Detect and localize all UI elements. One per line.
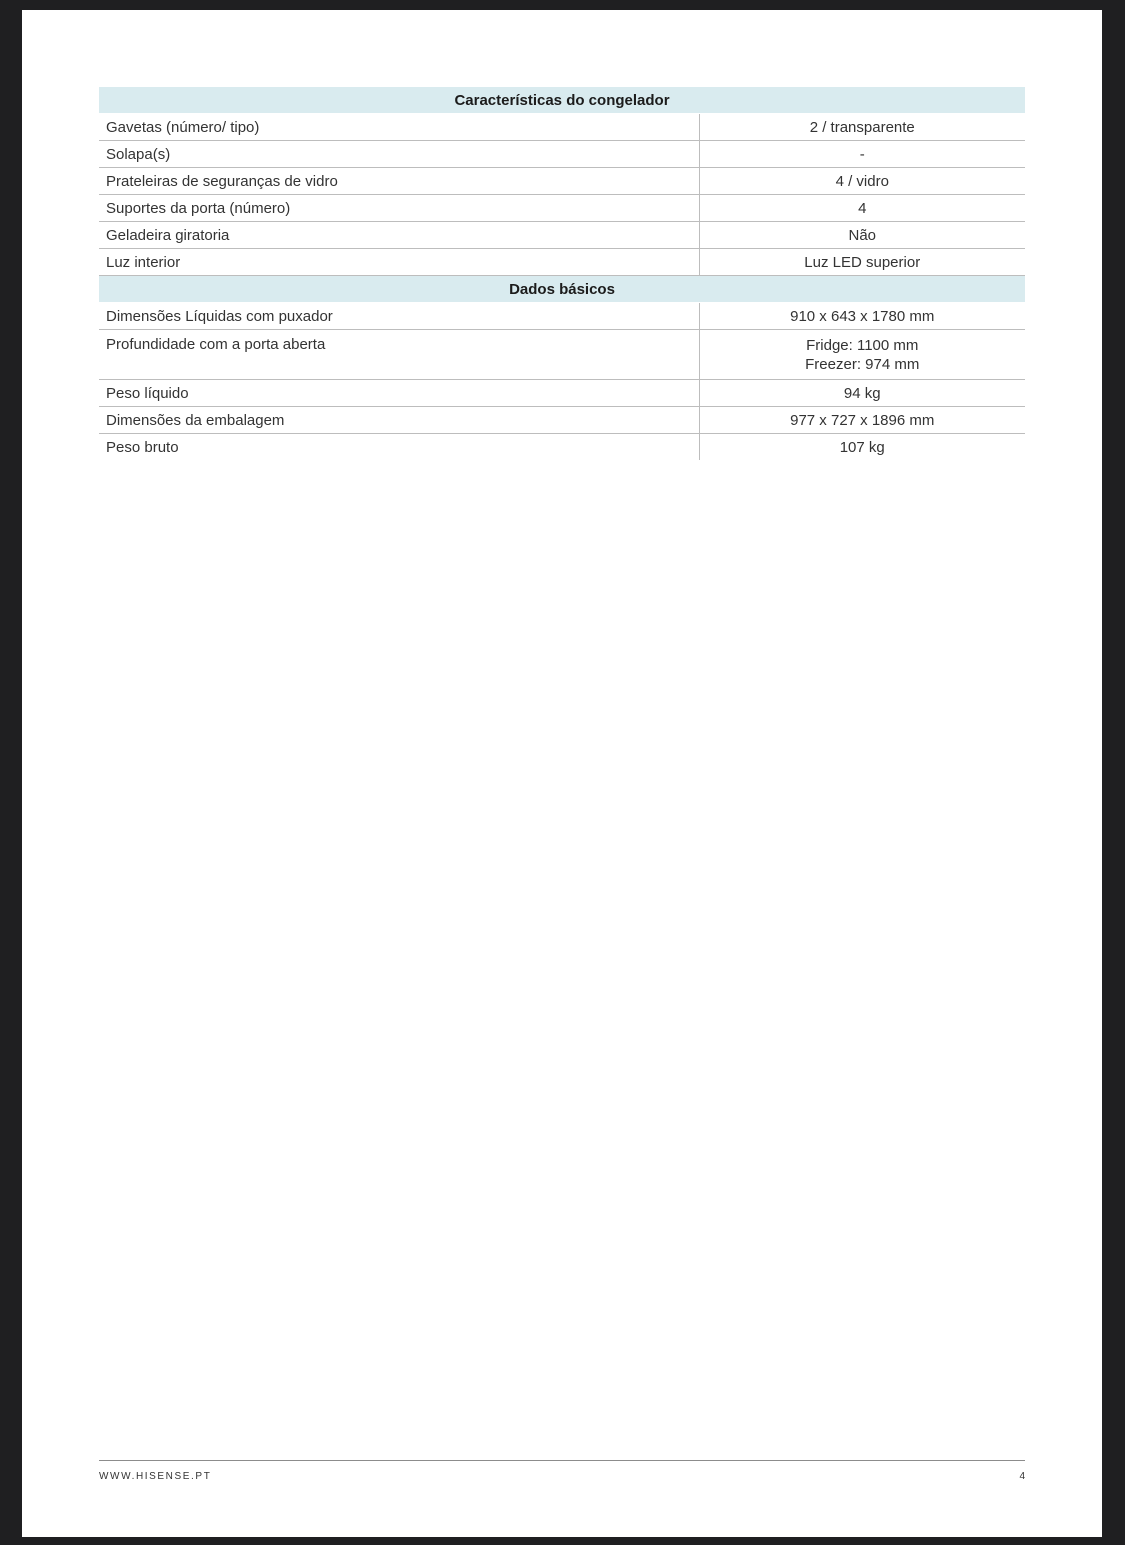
row-label: Dimensões da embalagem [99, 407, 699, 434]
table-row [99, 303, 1025, 330]
table-row [99, 141, 1025, 168]
row-label: Peso líquido [99, 380, 699, 407]
row-label: Prateleiras de seguranças de vidro [99, 168, 699, 195]
row-value-line: Freezer: 974 mm [805, 355, 920, 373]
table-row [99, 168, 1025, 195]
row-value: 977 x 727 x 1896 mm [699, 407, 1025, 434]
row-value: Luz LED superior [699, 249, 1025, 276]
table-row [99, 222, 1025, 249]
row-label: Profundidade com a porta aberta [99, 330, 699, 380]
page-number: 4 [1019, 1471, 1025, 1482]
row-value: - [699, 141, 1025, 168]
section-header-freezer [99, 87, 1025, 114]
footer-url[interactable]: WWW.HISENSE.PT [99, 1471, 212, 1482]
table-row [99, 330, 1025, 380]
table-row [99, 407, 1025, 434]
row-value-line: Fridge: 1100 mm [806, 336, 919, 354]
footer-divider [99, 1460, 1025, 1461]
row-label: Dimensões Líquidas com puxador [99, 303, 699, 330]
row-value [699, 330, 1025, 380]
section-title: Características do congelador [99, 87, 1025, 114]
row-label: Gavetas (número/ tipo) [99, 114, 699, 141]
document-page [22, 10, 1102, 1537]
row-value: 94 kg [699, 380, 1025, 407]
table-row [99, 434, 1025, 461]
row-value: 107 kg [839, 438, 885, 456]
row-label: Peso bruto [99, 434, 699, 461]
table-row [99, 380, 1025, 407]
row-label: Geladeira giratoria [99, 222, 699, 249]
row-value: 4 / vidro [699, 168, 1025, 195]
spec-table [99, 87, 1025, 460]
section-title: Dados básicos [99, 276, 1025, 303]
row-label: Solapa(s) [99, 141, 699, 168]
table-row [99, 114, 1025, 141]
row-label: Suportes da porta (número) [99, 195, 699, 222]
section-header-basic [99, 276, 1025, 303]
table-row [99, 249, 1025, 276]
row-value: 910 x 643 x 1780 mm [699, 303, 1025, 330]
row-value: 2 / transparente [699, 114, 1025, 141]
row-value: 4 [699, 195, 1025, 222]
table-row [99, 195, 1025, 222]
row-value: Não [699, 222, 1025, 249]
row-label: Luz interior [99, 249, 699, 276]
